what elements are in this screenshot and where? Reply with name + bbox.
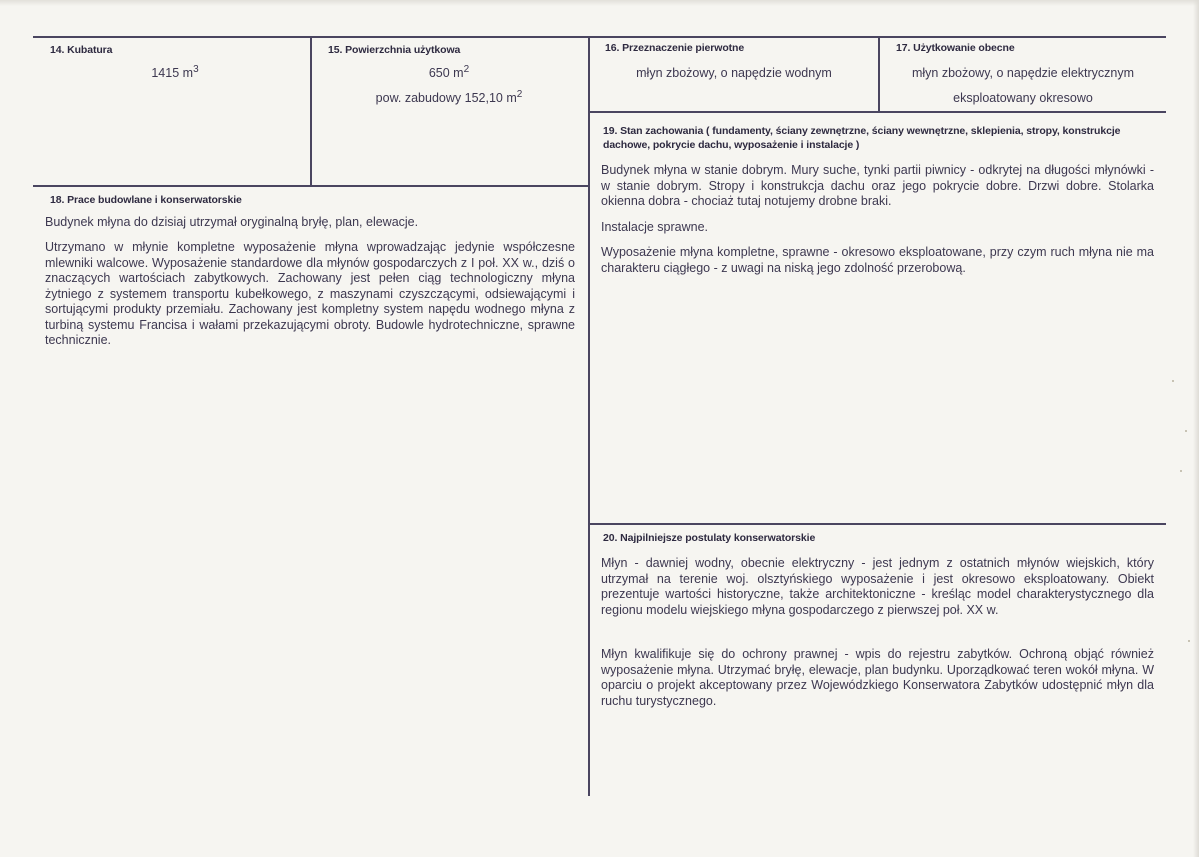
field-20-paragraph-2: Młyn kwalifikuje się do ochrony prawnej - wpis do rejestru zabytków. Ochroną objąć również wyposażenie młyna. Utrzymać bryłę, elewacje, plan budynku. Uporządkować teren wokół młyna. W oparciu o projekt akceptowany przez Wojewódzkiego Konserwatora Zabytków udostępnić młyn dla ruchu turystycznego. bbox=[601, 647, 1154, 708]
field-20-title: 20. Najpilniejsze postulaty konserwatorskie bbox=[603, 532, 816, 544]
field-17-value2: eksploatowany okresowo bbox=[953, 91, 1093, 105]
field-19-paragraph-2: Instalacje sprawne. bbox=[601, 220, 709, 234]
field-17-value1: młyn zbożowy, o napędzie elektrycznym bbox=[911, 66, 1135, 80]
rule-above-20 bbox=[588, 523, 1166, 525]
paper-speck bbox=[1172, 380, 1174, 382]
rule-under-16-17 bbox=[588, 111, 1166, 113]
field-15-title: 15. Powierzchnia użytkowa bbox=[328, 44, 461, 56]
field-16-value: młyn zbożowy, o napędzie wodnym bbox=[636, 66, 832, 80]
field-14-value-exponent: 3 bbox=[193, 64, 199, 75]
field-19-paragraph-1: Budynek młyna w stanie dobrym. Mury suche, tynki partii piwnicy - odkrytej na długości młynówki - w stanie dobrym. Stropy i konstrukcja dachu oraz jego pokrycie dobre. Drzwi dobre. Stolarka okienna dobra - chociaż tutaj notujemy drobne braki. bbox=[601, 163, 1154, 208]
field-18-title: 18. Prace budowlane i konserwatorskie bbox=[50, 194, 242, 206]
field-14-title: 14. Kubatura bbox=[50, 44, 113, 56]
field-14-value bbox=[40, 66, 310, 80]
paper-speck bbox=[1180, 470, 1182, 472]
divider-14-15 bbox=[310, 36, 312, 186]
divider-left-right bbox=[588, 36, 590, 796]
field-16-title: 16. Przeznaczenie pierwotne bbox=[605, 42, 745, 54]
field-15-value2-exponent: 2 bbox=[516, 89, 523, 100]
rule-above-18 bbox=[33, 185, 590, 187]
scan-edge-right bbox=[1193, 0, 1199, 857]
field-20-paragraph-1: Młyn - dawniej wodny, obecnie elektryczny - jest jednym z ostatnich młynów wiejskich, który utrzymał na terenie woj. olsztyńskiego wyposażenie i jest okresowo eksploatowany. Obiekt prezentuje wartości historyczne, także architektoniczne - kreśląc model charakterystycznego dla regionu modelu wiejskiego młyna gospodarczego z pierwszej poł. XX w. bbox=[601, 556, 1154, 617]
field-18-paragraph-2: Utrzymano w młynie kompletne wyposażenie młyna wprowadzając jedynie współczesne mlewniki walcowe. Wyposażenie standardowe dla młynów gospodarczych z I poł. XX w., dziś o znaczących wartościach zabytkowych. Zachowany jest pełen ciąg technologiczny młyna żytniego z systemem transportu kubełkowego, z maszynami czyszczącymi, odsiewającymi i sortującymi produkty przemiału. Zachowany jest kompletny system napędu wodnego młyna z turbiną systemu Francisa i wałami przekazującymi obroty. Budowle hydrotechniczne, sprawne technicznie. bbox=[45, 240, 575, 347]
field-18-paragraph-1: Budynek młyna do dzisiaj utrzymał oryginalną bryłę, plan, elewacje. bbox=[45, 215, 419, 229]
scan-edge-top bbox=[0, 0, 1199, 6]
field-17-title: 17. Użytkowanie obecne bbox=[896, 42, 1015, 54]
paper-speck bbox=[1188, 640, 1190, 642]
field-19-title: 19. Stan zachowania ( fundamenty, ściany zewnętrzne, ściany wewnętrzne, sklepienia, stropy, konstrukcje dachowe, pokrycie dachu, wyposażenie i instalacje ) bbox=[603, 125, 1121, 151]
top-rule bbox=[33, 36, 1166, 38]
field-15-value1-text: 650 m bbox=[428, 66, 464, 80]
field-15-value2-text: pow. zabudowy 152,10 m bbox=[375, 91, 517, 105]
field-15-value2 bbox=[312, 91, 586, 105]
field-14-value-text: 1415 m bbox=[151, 66, 194, 80]
field-19-paragraph-3: Wyposażenie młyna kompletne, sprawne - okresowo eksploatowane, przy czym ruch młyna nie ma charakteru ciągłego - z uwagi na niską jego zdolność przerobową. bbox=[601, 245, 1154, 275]
field-15-value1-exponent: 2 bbox=[463, 64, 470, 75]
paper-speck bbox=[1185, 430, 1187, 432]
field-15-value1 bbox=[312, 66, 586, 80]
